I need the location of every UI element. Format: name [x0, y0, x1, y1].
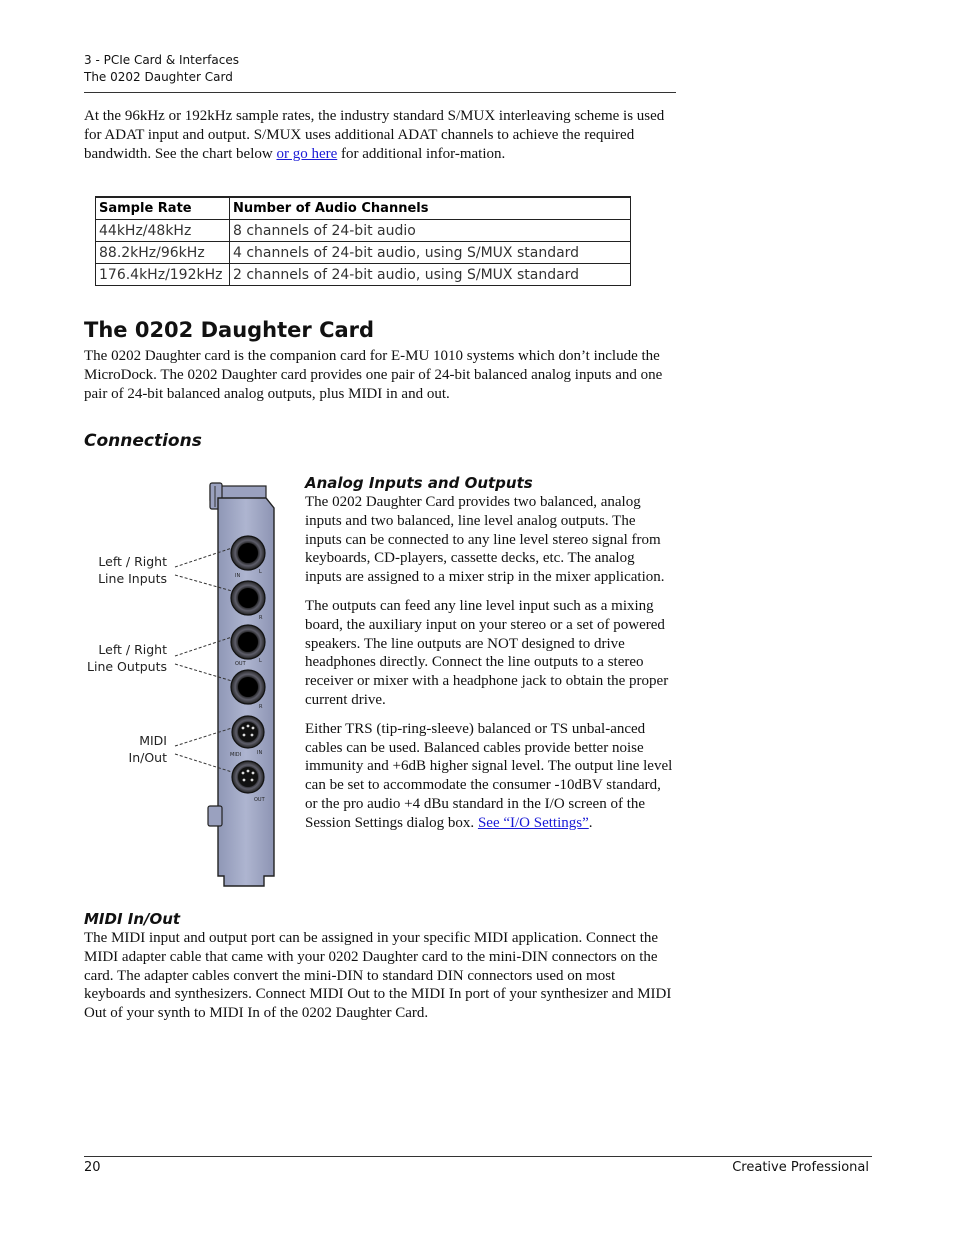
line-outputs-label-line1: Left / Right: [98, 642, 167, 657]
analog-paragraph-3-text: Either TRS (tip-ring-sleeve) balanced or TS unbal-anced cables can be used. Balanced cables provide better noise immunity and +6dB higher signal level. The output line level can be set to accommodate the consumer -10dBV standard, or the pro audio +4 dBu standard in the I/O screen of the Session Settings dialog box.: [305, 720, 673, 831]
panel-r-text: R: [259, 704, 263, 710]
section-title: The 0202 Daughter Card: [84, 318, 375, 342]
line-inputs-label-line1: Left / Right: [98, 554, 167, 569]
intro-text-end: for additional infor-mation.: [337, 145, 506, 162]
midi-label-line2: In/Out: [128, 750, 167, 765]
panel-l-text: L: [259, 658, 262, 664]
right-input-jack: [231, 581, 265, 615]
line-outputs-label-line2: Line Outputs: [87, 659, 167, 674]
footer-publisher: Creative Professional: [732, 1160, 869, 1175]
midi-paragraph: The MIDI input and output port can be assigned in your specific MIDI application. Connect the MIDI adapter cable that came with your 0202 Daughter card to the mini-DIN connectors on the card. The adapter cables convert the mini-DIN to standard DIN connectors used on most keyboards and synthesizers. Connect MIDI Out to the MIDI In port of your synthesizer and MIDI Out of your synth to MIDI In of the 0202 Daughter Card.: [84, 930, 672, 1022]
intro-paragraph: [84, 107, 674, 163]
running-header: [84, 52, 239, 86]
header-rule: [84, 92, 676, 93]
intro-text-start: At the 96kHz or 192kHz sample rates, the industry standard S/MUX interleaving scheme is used for ADAT input and output. S/MUX uses additional ADAT channels to achieve the required bandwidth. See the chart below: [84, 108, 665, 162]
daughter-card-figure: [84, 476, 294, 891]
section-intro: The 0202 Daughter card is the companion card for E-MU 1010 systems which don’t include the MicroDock. The 0202 Daughter card provides one pair of 24-bit balanced analog inputs and one pair of 24-bit balanced analog outputs, plus MIDI in and out.: [84, 348, 663, 402]
analog-heading: Analog Inputs and Outputs: [305, 474, 533, 492]
card-bracket-illustration: [84, 476, 294, 891]
connections-heading: Connections: [84, 431, 202, 451]
analog-paragraph-2: The outputs can feed any line level input such as a mixing board, the auxiliary input on your stereo or a set of powered speakers. The line outputs are NOT designed to drive headphones directly. Connect the line outputs to a stereo receiver or mixer with a headphone jack to obtain the proper current drive.: [305, 597, 669, 708]
table-header-cell: Sample Rate: [96, 197, 230, 220]
left-input-jack: [231, 536, 265, 570]
bracket-screw-tab: [208, 806, 222, 826]
midi-heading: MIDI In/Out: [84, 910, 181, 928]
page-number: 20: [84, 1160, 101, 1175]
table-header-row: [96, 197, 631, 220]
table-cell: 8 channels of 24-bit audio: [230, 220, 631, 242]
table-cell: 4 channels of 24-bit audio, using S/MUX standard: [230, 242, 631, 264]
table-row: [96, 242, 631, 264]
go-here-link[interactable]: or go here: [276, 145, 338, 162]
table-row: [96, 264, 631, 286]
panel-in-text: IN: [235, 573, 241, 579]
panel-out-text: OUT: [235, 661, 246, 667]
footer-rule: [84, 1156, 872, 1157]
panel-midi-in-text: IN: [257, 750, 263, 756]
midi-label-line1: MIDI: [139, 733, 167, 748]
midi-out-port: [232, 761, 264, 793]
left-output-jack: [231, 625, 265, 659]
table-cell: 88.2kHz/96kHz: [96, 242, 230, 264]
midi-in-port: [232, 716, 264, 748]
analog-paragraph-3-end: .: [588, 814, 593, 831]
table-cell: 176.4kHz/192kHz: [96, 264, 230, 286]
panel-midi-text: MIDI: [230, 752, 242, 758]
table-row: [96, 220, 631, 242]
analog-paragraph-1: The 0202 Daughter Card provides two balanced, analog inputs and two balanced, line level analog outputs. The inputs can be connected to any line level stereo signal from keyboards, CD-players, cassette decks, etc. The analog inputs are assigned to a mixer strip in the mixer application.: [305, 494, 665, 586]
panel-midi-out-text: OUT: [254, 797, 265, 803]
io-settings-link[interactable]: See “I/O Settings”: [477, 814, 589, 831]
table-cell: 2 channels of 24-bit audio, using S/MUX standard: [230, 264, 631, 286]
running-header-chapter: 3 - PCIe Card & Interfaces: [84, 53, 239, 67]
running-header-section: The 0202 Daughter Card: [84, 70, 233, 84]
analog-column: [305, 493, 675, 843]
line-inputs-label-line2: Line Inputs: [98, 571, 167, 586]
panel-l-text: L: [259, 569, 262, 575]
right-output-jack: [231, 670, 265, 704]
analog-paragraph-3: [305, 720, 675, 833]
table-cell: 44kHz/48kHz: [96, 220, 230, 242]
sample-rate-table: [95, 196, 631, 286]
panel-r-text: R: [259, 615, 263, 621]
table-header-cell: Number of Audio Channels: [230, 197, 631, 220]
